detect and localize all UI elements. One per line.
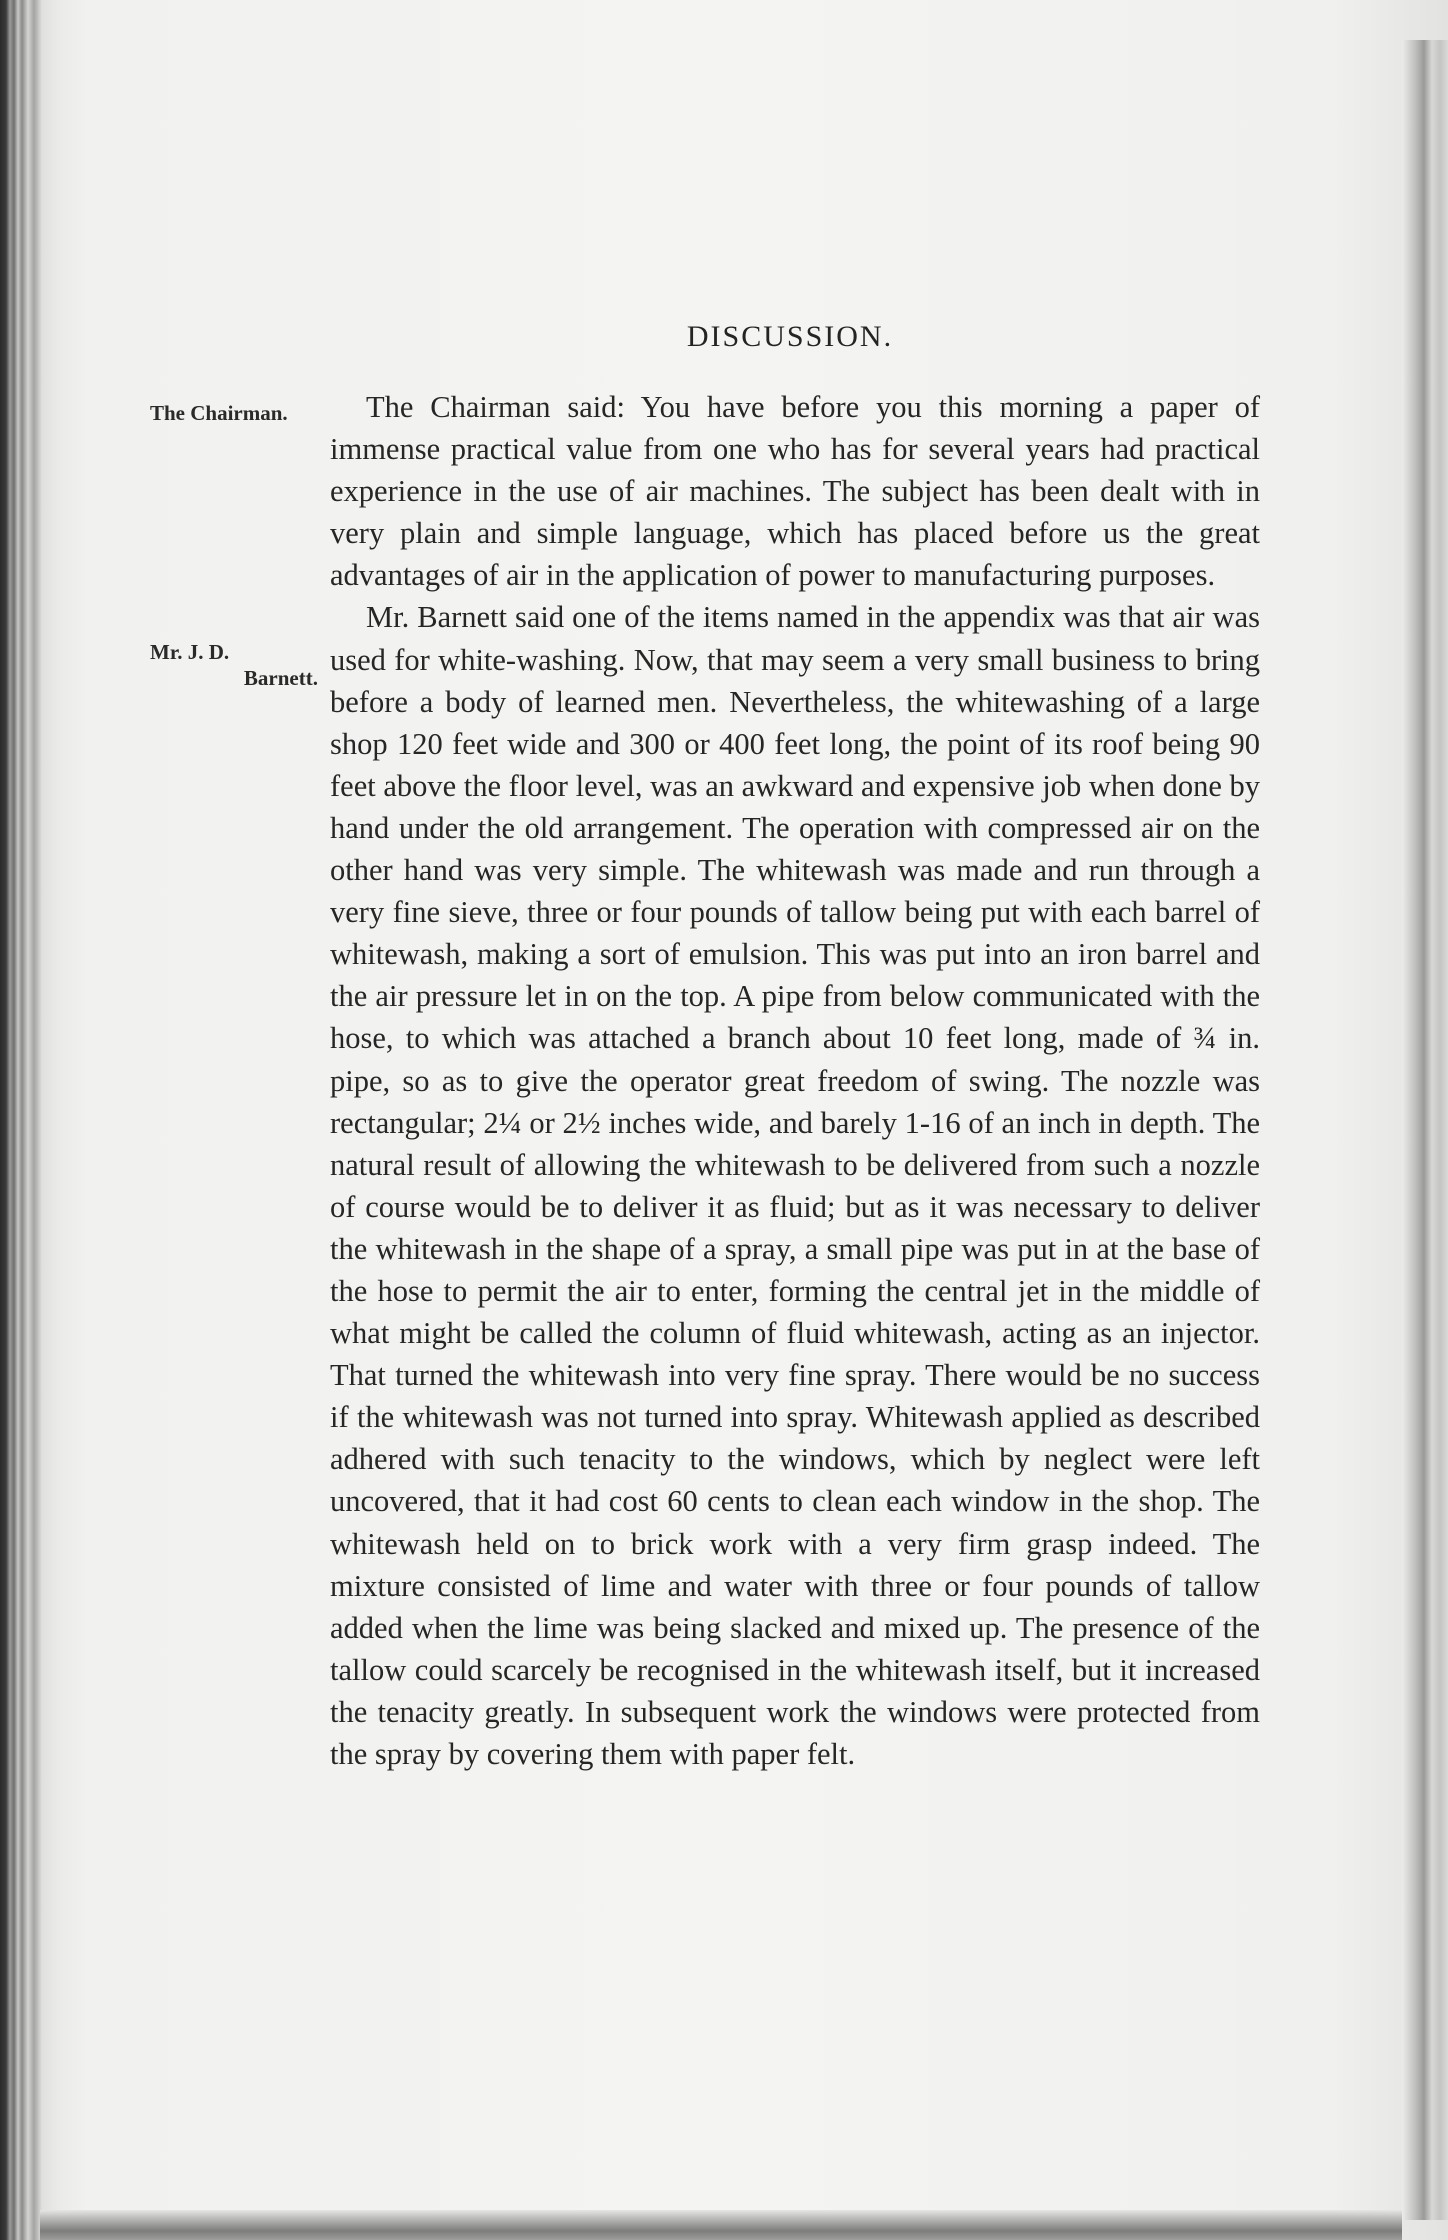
margin-note-chairman (150, 400, 340, 426)
page-bottom-edge (40, 2210, 1402, 2240)
paragraph-barnett: Mr. Barnett said one of the items named in the appendix was that air was used for white-washing. Now, that may seem a very small business to bring before a body of learned men. Nevertheless, the whitewashing of a large shop 120 feet wide and 300 or 400 feet long, the point of its roof being 90 feet above the floor level, was an awkward and expensive job when done by hand under the old arrangement. The operation with compressed air on the other hand was very simple. The whitewash was made and run through a very fine sieve, three or four pounds of tallow being put with each barrel of whitewash, making a sort of emulsion. This was put into an iron barrel and the air pressure let in on the top. A pipe from below communicated with the hose, to which was attached a branch about 10 feet long, made of ¾ in. pipe, so as to give the operator great freedom of swing. The nozzle was rectangular; 2¼ or 2½ inches wide, and barely 1-16 of an inch in depth. The natural result of allowing the whitewash to be delivered from such a nozzle of course would be to deliver it as fluid; but as it was necessary to deliver the whitewash in the shape of a spray, a small pipe was put in at the base of the hose to permit the air to enter, forming the central jet in the middle of what might be called the column of fluid whitewash, acting as an injector. That turned the whitewash into very fine spray. There would be no success if the whitewash was not turned into spray. Whitewash applied as described adhered with such tenacity to the windows, which by neglect were left uncovered, that it had cost 60 cents to clean each window in the shop. The whitewash held on to brick work with a very firm grasp indeed. The mixture consisted of lime and water with three or four pounds of tallow added when the lime was being slacked and mixed up. The presence of the tallow could scarcely be recognised in the whitewash itself, but it increased the tenacity greatly. In subsequent work the windows were protected from the spray by covering them with paper felt. (330, 600, 1260, 1771)
margin-note-chairman-text: The Chairman. (150, 401, 288, 425)
page-fore-edge (1402, 40, 1448, 2220)
margin-note-barnett-line1: Mr. J. D. (150, 640, 230, 664)
paragraph-chairman: The Chairman said: You have before you this morning a paper of immense practical value from one who has for several years had practical experience in the use of air machines. The subject has been dealt with in very plain and simple language, which has placed before us the great advantages of air in the application of power to manufacturing purposes. (330, 390, 1260, 593)
margin-note-barnett (150, 639, 340, 691)
margin-note-barnett-line2: Barnett. (243, 666, 318, 690)
discussion-body (330, 386, 1260, 1775)
section-heading: DISCUSSION. (686, 320, 894, 353)
